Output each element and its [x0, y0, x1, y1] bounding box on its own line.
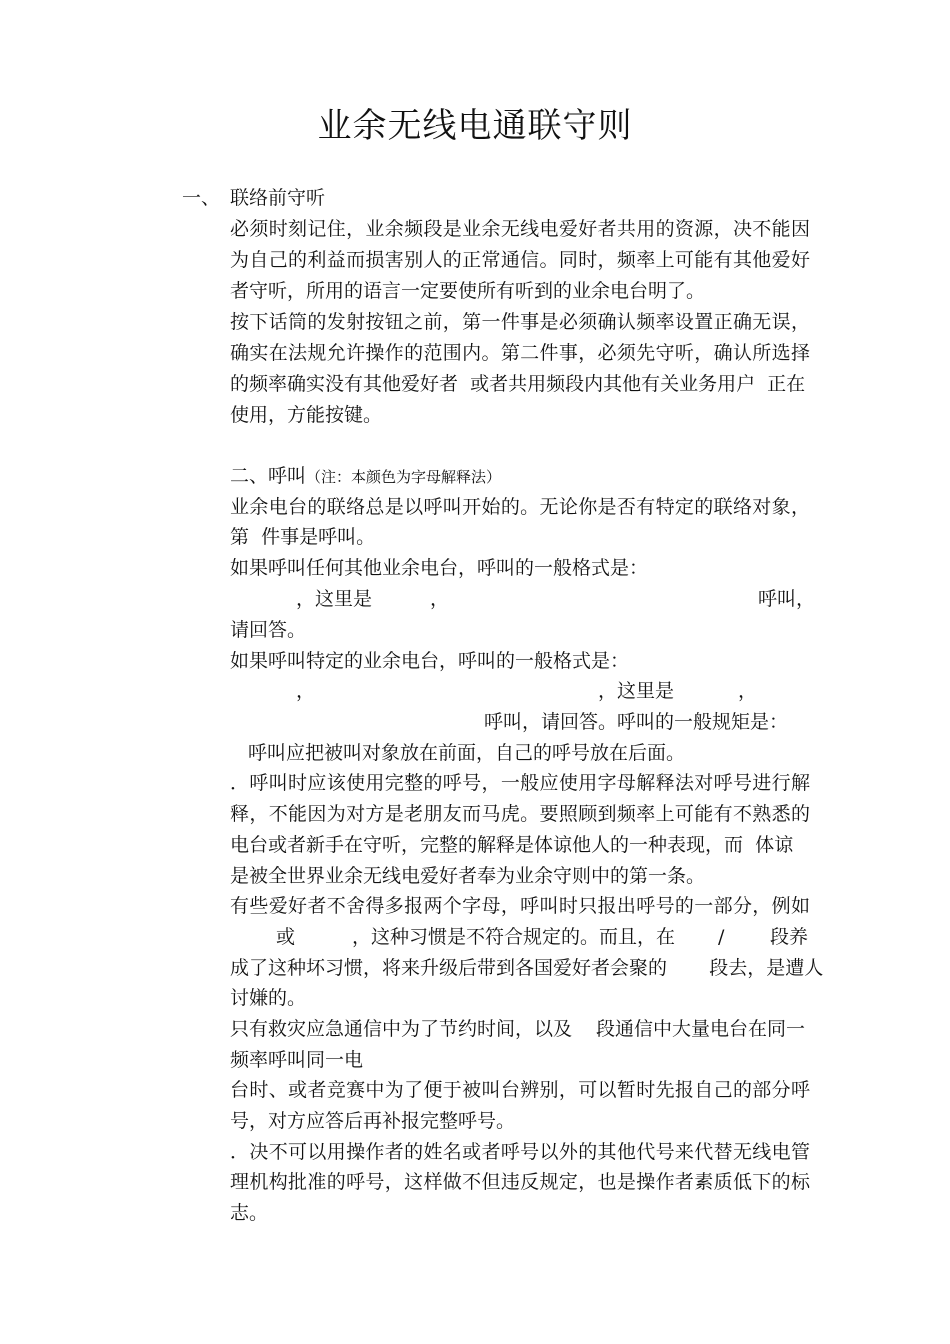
section2-line: 电台或者新手在守听，完整的解释是体谅他人的一种表现，而 体谅: [230, 834, 794, 856]
section2-line: 志。: [230, 1202, 269, 1224]
section2-title: 二、呼叫: [230, 465, 307, 487]
section2-line: 频率呼叫同一电: [230, 1049, 364, 1071]
section2-line: ．呼叫时应该使用完整的呼号，一般应使用字母解释法对呼号进行解: [230, 772, 810, 794]
section2-heading: [230, 461, 810, 492]
section2-line: 第 件事是呼叫。: [230, 526, 376, 548]
example-part: /: [718, 926, 725, 948]
section1-line: 者守听，所用的语言一定要使所有听到的业余电台明了。: [230, 280, 706, 302]
format2-part: ，这里是: [598, 680, 675, 702]
section2-line: 是被全世界业余无线电爱好者奉为业余守则中的第一条。: [230, 865, 706, 887]
section2-line: 号，对方应答后再补报完整呼号。: [230, 1110, 516, 1132]
section2-line: 讨嫌的。: [230, 987, 307, 1009]
section2-line: 成了这种坏习惯，将来升级后带到各国爱好者会聚的 段去，是遭人: [230, 957, 824, 979]
document-title: 业余无线电通联守则: [317, 106, 633, 146]
format2-part: ，: [296, 680, 316, 702]
section1-heading: 联络前守听: [230, 187, 326, 209]
section2-line: 有些爱好者不舍得多报两个字母，呼叫时只报出呼号的一部分，例如: [230, 895, 810, 917]
format1-part: ，这里是: [296, 588, 373, 610]
section2-line: 释，不能因为对方是老朋友而马虎。要照顾到频率上可能有不熟悉的: [230, 803, 810, 825]
example-part: 或: [276, 926, 296, 948]
section2-line: ．决不可以用操作者的姓名或者呼号以外的其他代号来代替无线电管: [230, 1141, 810, 1163]
format1-part: ，: [430, 588, 450, 610]
section2-line: 如果呼叫任何其他业余电台，呼叫的一般格式是：: [230, 557, 649, 579]
section1-line: 使用，方能按键。: [230, 404, 383, 426]
example-part: ，这种习惯是不符合规定的。而且，在: [352, 926, 676, 948]
format2-line2: 呼叫，请回答。呼叫的一般规矩是：: [484, 711, 789, 733]
emergency-part: 段通信中大量电台在同一: [596, 1018, 806, 1040]
section2-note: （注：本颜色为字母解释法）: [306, 468, 502, 486]
format2-part: ，: [738, 680, 758, 702]
section2-line: 台时、或者竞赛中为了便于被叫台辨别，可以暂时先报自己的部分呼: [230, 1079, 810, 1101]
section1-number: 一、: [182, 187, 221, 209]
format1-part: 呼叫，: [758, 588, 816, 610]
section1-line: 为自己的利益而损害别人的正常通信。同时，频率上可能有其他爱好: [230, 249, 810, 271]
section2-line: 业余电台的联络总是以呼叫开始的。无论你是否有特定的联络对象，: [230, 496, 810, 518]
section2-line: 如果呼叫特定的业余电台，呼叫的一般格式是：: [230, 650, 630, 672]
format1-line2: 请回答。: [230, 619, 307, 641]
emergency-part: 只有救灾应急通信中为了节约时间，以及: [230, 1018, 573, 1040]
section2-line: 理机构批准的呼号，这样做不但违反规定，也是操作者素质低下的标: [230, 1171, 810, 1193]
section1-line: 的频率确实没有其他爱好者 或者共用频段内其他有关业务用户 正在: [230, 373, 806, 395]
rule-line: 呼叫应把被叫对象放在前面，自己的呼号放在后面。: [248, 742, 686, 764]
section1-line: 确实在法规允许操作的范围内。第二件事，必须先守听，确认所选择: [230, 342, 810, 364]
example-part: 段养: [770, 926, 809, 948]
section1-line: 必须时刻记住，业余频段是业余无线电爱好者共用的资源，决不能因: [230, 218, 810, 240]
section1-line: 按下话筒的发射按钮之前，第一件事是必须确认频率设置正确无误，: [230, 311, 810, 333]
